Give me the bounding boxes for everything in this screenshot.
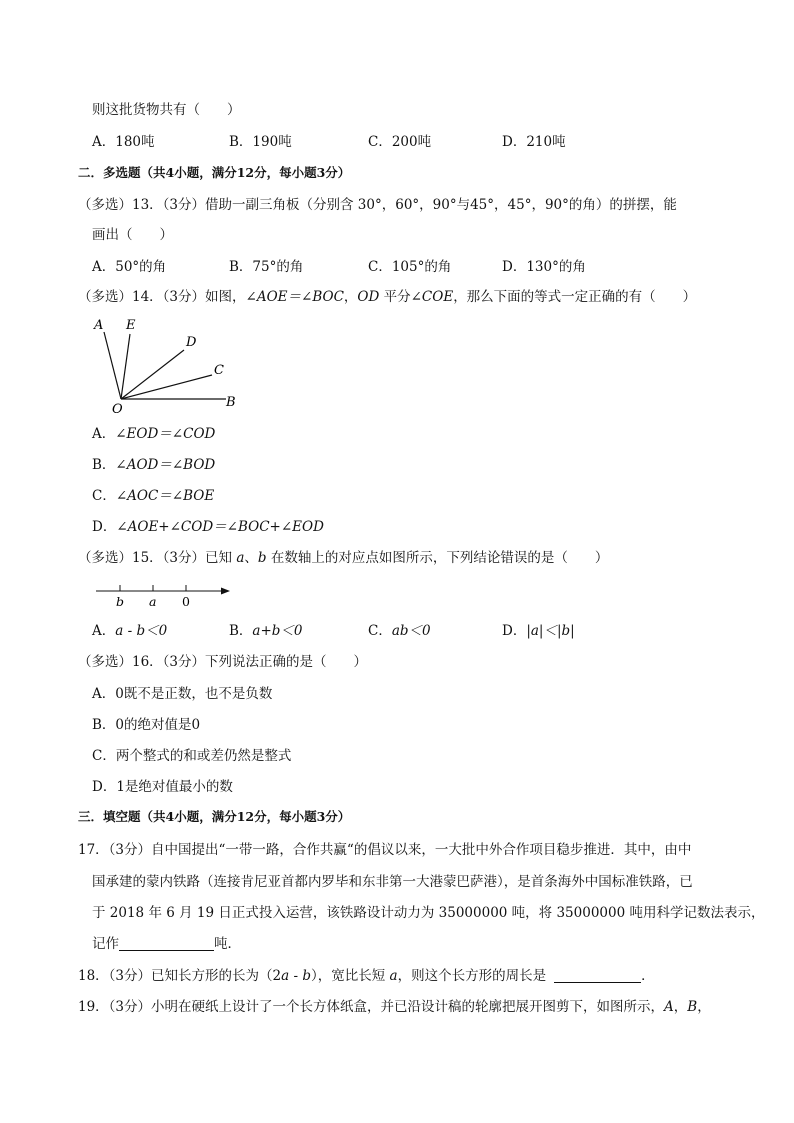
q18-minus: - — [289, 968, 303, 984]
ray-oa — [104, 332, 121, 399]
q16-option-c: C．两个整式的和或差仍然是整式 — [92, 748, 292, 764]
axis-label-b: b — [116, 594, 125, 609]
q15-number-line — [92, 578, 237, 610]
q14-stem-sep: ， — [343, 289, 358, 305]
q13-option-a: A．50°的角 — [92, 259, 167, 275]
q17-line3: 于 2018 年 6 月 19 日正式投入运营，该铁路设计动力为 35000000 吨，将 35000000 吨用科学记数法表示， — [92, 905, 765, 921]
q14-option-c-letter: C． — [92, 488, 116, 504]
q19-var-b: B — [687, 999, 698, 1015]
q15-option-d — [502, 622, 575, 640]
q13-option-d: D．130°的角 — [502, 259, 586, 275]
label-b: B — [226, 395, 236, 410]
label-e: E — [126, 318, 136, 333]
q18-end: ． — [641, 968, 655, 984]
q19-var-a: A — [664, 999, 674, 1015]
q14-option-d-expr: ∠AOE+∠COD＝∠BOC+∠EOD — [116, 519, 324, 535]
q14-stem-math2: OD — [357, 289, 380, 305]
q12-stem-tail: 则这批货物共有（ ） — [92, 102, 241, 118]
q14-option-c-expr: ∠AOC＝∠BOE — [115, 488, 215, 504]
q15-var-a: a — [236, 550, 245, 566]
q14-option-b-letter: B． — [92, 457, 116, 473]
q18-mid: ），宽比长短 — [310, 968, 390, 984]
q17-line2: 国承建的蒙内铁路（连接肯尼亚首都内罗毕和东非第一大港蒙巴萨港），是首条海外中国标准铁路，已 — [92, 874, 693, 890]
q16-option-a: A．0既不是正数，也不是负数 — [92, 686, 273, 702]
q12-option-c: C．200吨 — [368, 134, 432, 150]
q12-option-b: B．190吨 — [229, 134, 292, 150]
q18-suffix: ，则这个长方形的周长是 — [397, 968, 547, 984]
label-o: O — [112, 402, 123, 417]
label-a: A — [94, 318, 104, 333]
q16-option-b: B．0的绝对值是0 — [92, 717, 201, 733]
q13-option-c: C．105°的角 — [368, 259, 452, 275]
q18-var-b: b — [302, 968, 311, 984]
q19-stem — [78, 998, 711, 1016]
q14-stem-math1: ∠AOE＝∠BOC — [245, 289, 344, 305]
q15-stem-sep: 、 — [244, 550, 258, 566]
q14-option-a — [92, 425, 215, 443]
ray-od — [121, 350, 184, 399]
q17-line4 — [92, 935, 241, 953]
q19-prefix: 19．（3分）小明在硬纸上设计了一个长方体纸盒，并已沿设计稿的轮廓把展开图剪下，如图所示， — [78, 999, 665, 1015]
q19-sep1: ， — [673, 999, 688, 1015]
q14-option-d-letter: D． — [92, 519, 117, 535]
q13-stem-line1: （多选）13．（3分）借助一副三角板（分别含 30°，60°，90°与45°，45°，90°的角）的拼摆，能 — [78, 197, 677, 213]
q14-stem-suffix: ，那么下面的等式一定正确的有（ ） — [453, 289, 697, 305]
section-3-header: 三．填空题（共4小题，满分12分，每小题3分） — [78, 809, 351, 824]
axis-label-zero: 0 — [182, 594, 190, 609]
q15-option-a-expr: a - b＜0 — [115, 623, 168, 639]
q14-stem-mid: 平分 — [379, 289, 411, 305]
q15-var-b: b — [257, 550, 267, 566]
q13-option-b: B．75°的角 — [229, 259, 304, 275]
q14-stem — [78, 288, 696, 306]
q14-stem-prefix: （多选）14．（3分）如图， — [78, 289, 246, 305]
q14-angle-figure — [88, 312, 248, 417]
q15-option-a-letter: A． — [92, 623, 116, 639]
q18-var-a1: a — [281, 968, 290, 984]
q14-option-b — [92, 456, 215, 474]
q16-option-d: D．1是绝对值最小的数 — [92, 779, 233, 795]
q17-line4-suffix: 吨． — [214, 936, 241, 952]
q19-sep2: ， — [697, 999, 711, 1015]
q14-option-a-letter: A． — [92, 426, 116, 442]
label-c: C — [214, 363, 224, 378]
q15-option-c-letter: C． — [368, 623, 392, 639]
q15-stem-suffix: 在数轴上的对应点如图所示，下列结论错误的是（ ） — [266, 550, 609, 566]
q15-stem-prefix: （多选）15．（3分）已知 — [78, 550, 237, 566]
q14-option-b-expr: ∠AOD＝∠BOD — [115, 457, 216, 473]
q14-option-c — [92, 487, 214, 505]
q15-option-a — [92, 622, 167, 640]
q13-stem-line2: 画出（ ） — [92, 227, 173, 243]
q15-option-b — [229, 622, 303, 640]
q17-answer-blank[interactable] — [119, 936, 214, 951]
q15-option-d-letter: D． — [502, 623, 527, 639]
q15-stem — [78, 549, 608, 567]
number-line-arrow — [221, 588, 230, 595]
q18-prefix: 18．（3分）已知长方形的长为（2 — [78, 968, 282, 984]
section-2-header: 二．多选题（共4小题，满分12分，每小题3分） — [78, 165, 351, 180]
q14-option-a-expr: ∠EOD＝∠COD — [115, 426, 216, 442]
q15-option-b-letter: B． — [229, 623, 253, 639]
q12-option-d: D．210吨 — [502, 134, 566, 150]
q15-option-c-expr: ab＜0 — [391, 623, 431, 639]
q14-option-d — [92, 518, 324, 536]
q18-var-a2: a — [389, 968, 398, 984]
q16-stem: （多选）16．（3分）下列说法正确的是（ ） — [78, 654, 368, 670]
q17-line1: 17．（3分）自中国提出“一带一路，合作共赢“的倡议以来，一大批中外合作项目稳步推进．其中，由中 — [78, 842, 692, 858]
q15-option-b-expr: a+b＜0 — [252, 623, 303, 639]
q18-answer-blank[interactable] — [554, 968, 641, 983]
q14-stem-math3: ∠COE — [410, 289, 454, 305]
ray-oc — [121, 375, 212, 399]
ray-oe — [121, 334, 130, 399]
axis-label-a: a — [149, 594, 157, 609]
label-d: D — [186, 335, 197, 350]
q15-option-d-expr: |a|＜|b| — [526, 623, 575, 639]
q15-option-c — [368, 622, 431, 640]
q17-line4-prefix: 记作 — [92, 936, 119, 952]
q12-option-a: A．180吨 — [92, 134, 155, 150]
q18-stem — [78, 967, 655, 985]
